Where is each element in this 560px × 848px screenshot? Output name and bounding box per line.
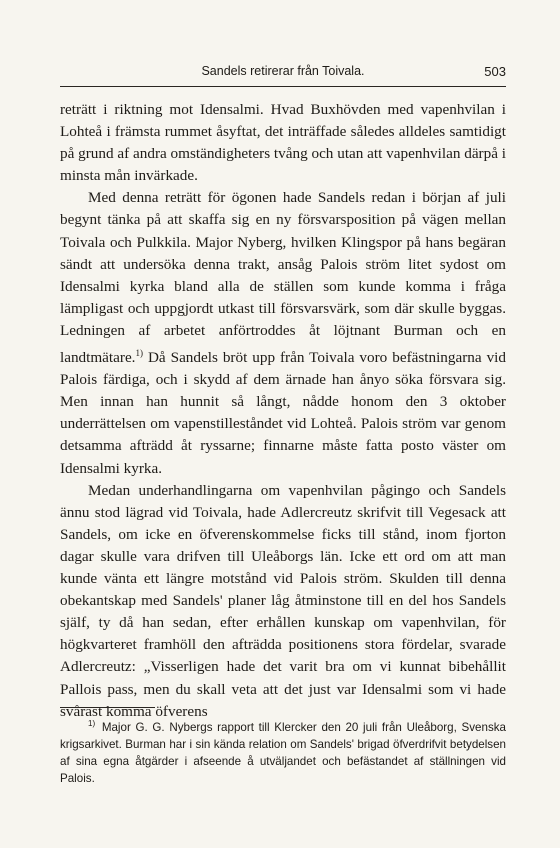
footnote-text: Major G. G. Nybergs rapport till Klercker den 20 juli från Uleåborg, Svenska krigsarkivet. Burman har i sin kända relation om Sandels' brigad öfverdrifvit betydelsen af sina egna åtgärder i afseende å utväljandet och befästandet af ställningen vid Palois. — [60, 720, 506, 785]
paragraph-1: reträtt i riktning mot Idensalmi. Hvad Buxhövden med vapenhvilan i Lohteå i främsta rummet åsyftat, det inträffade således alldeles samtidigt på grund af andra omständigheters tvång och utan att vapenhvilan därpå i minsta mån invärkade. — [60, 101, 506, 185]
footnote — [60, 715, 506, 787]
footnote-body — [60, 715, 506, 787]
footnote-reference: 1) — [135, 348, 143, 359]
paragraph-2 — [60, 187, 506, 479]
paragraph-2-part-a: Med denna reträtt för ögonen hade Sandels redan i början af juli begynt tänka på att skaffa sig en ny försvarsposition på vägen mellan Toivala och Pulkkila. Major Nyberg, hvilken Klingspor på hans begäran sändt att undersöka denna trakt, ansåg Palois ström litet sydost om Idensalmi kyrka bland alla de ställen som kunde komma i fråga lämpligast och uppgjordt utkast till försvarsvärk, som där skulle byggas. Ledningen af arbetet anförtroddes åt löjtnant Burman och en landtmätare. — [60, 189, 506, 367]
footnote-rule — [60, 707, 155, 708]
running-title: Sandels retirerar från Toivala. — [201, 64, 365, 78]
page-header — [60, 64, 506, 84]
paragraph-2-part-b: Då Sandels bröt upp från Toivala voro befästningarna vid Palois färdiga, och i skydd af dem ärnade han ånyo söka försvara sig. Men innan han hunnit så långt, nådde honom den 3 oktober underrättelsen om vapenstilleståndet vid Lohteå. Palois ström var genom detsamma afträdd åt ryssarne; finnarne måste fatta posto väster om Idensalmi kyrka. — [60, 349, 506, 477]
footnote-mark: 1) — [88, 719, 96, 728]
header-rule — [60, 86, 506, 87]
paragraph-3: Medan underhandlingarna om vapenhvilan pågingo och Sandels ännu stod lägrad vid Toivala, hade Adlercreutz skrifvit till Vegesack att Sandels, om icke en öfverenskommelse ficks till stånd, inom fjorton dagar skulle vara drifven till Uleåborgs län. Icke ett ord om att man kunde vänta ett längre motstånd vid Palois ström. Skulden till denna obekantskap med Sandels' planer låg åtminstone till en del hos Sandels själf, ty då han sedan, efter erhållen kunskap om vapenhvilan, för högkvarteret framhöll den afträdda positionens stora fördelar, svarade Adlercreutz: „Visserligen hade det varit bra om vi kunnat bibehållit Pallois pass, men du skall veta att det just var Idensalmi som vi hade svårast komma öfverens — [60, 481, 506, 720]
page-number: 503 — [484, 64, 506, 79]
body-text — [60, 99, 506, 723]
